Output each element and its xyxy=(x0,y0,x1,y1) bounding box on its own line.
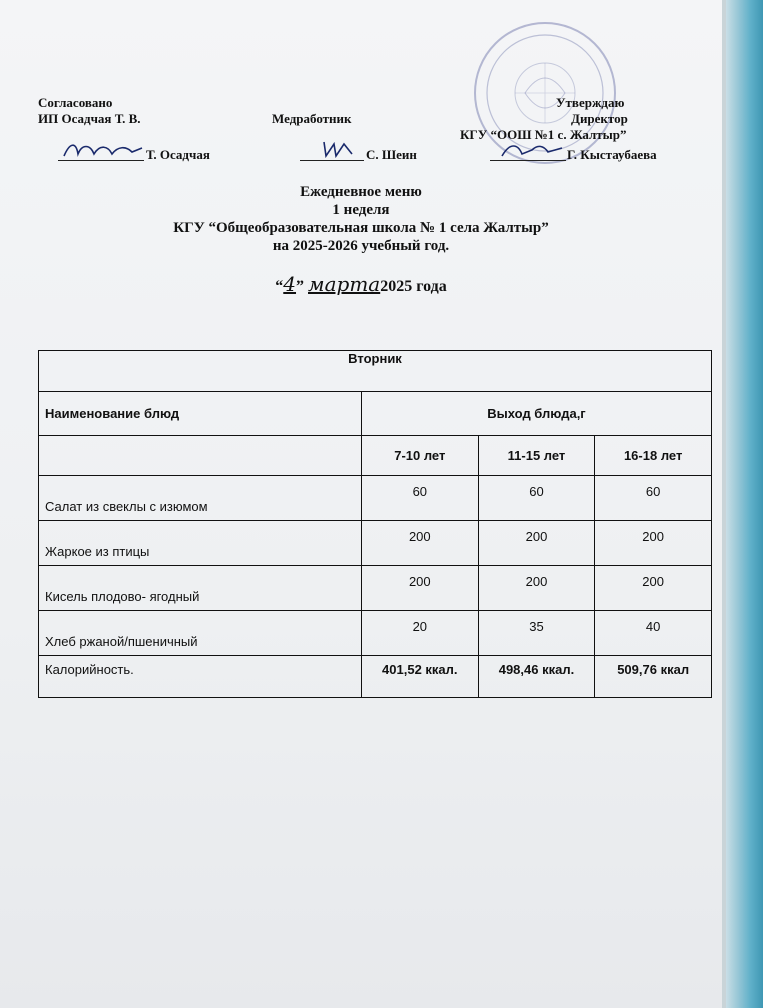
calories-value: 401,52 ккал. xyxy=(361,656,478,697)
table-row xyxy=(39,565,711,610)
dish-value: 200 xyxy=(478,566,595,610)
dish-name: Кисель плодово- ягодный xyxy=(45,589,200,604)
age-group-header: 16-18 лет xyxy=(594,436,711,475)
table-row xyxy=(39,520,711,565)
date-day: 4 xyxy=(283,272,297,296)
empty-cell xyxy=(39,436,361,475)
dish-name: Салат из свеклы с изюмом xyxy=(45,499,208,514)
dish-name: Жаркое из птицы xyxy=(45,544,150,559)
dish-value: 60 xyxy=(478,476,595,520)
week-label: 1 неделя xyxy=(332,202,390,218)
dish-value: 200 xyxy=(594,566,711,610)
approval-org: ИП Осадчая Т. В. xyxy=(38,111,141,126)
table-row xyxy=(39,475,711,520)
signature-scribble xyxy=(318,136,358,162)
calories-label: Калорийность. xyxy=(45,662,134,677)
day-row xyxy=(39,351,711,391)
show-through-text xyxy=(40,150,43,165)
calories-value: 509,76 ккал xyxy=(594,656,711,697)
date-year: 2025 года xyxy=(380,278,447,295)
dish-value: 20 xyxy=(361,611,478,655)
school-year: на 2025-2026 учебный год. xyxy=(272,238,450,254)
approve-position: Директор xyxy=(571,111,628,126)
signature-scribble xyxy=(60,138,146,162)
school-name: КГУ “Общеобразовательная школа № 1 села Жалтыр” xyxy=(173,220,549,236)
dish-value: 200 xyxy=(478,521,595,565)
age-group-header: 11-15 лет xyxy=(478,436,595,475)
approval-signer: Т. Осадчая xyxy=(146,147,210,162)
menu-heading: Ежедневное меню xyxy=(300,184,422,200)
date-open-quote: “ xyxy=(275,278,284,295)
approve-org: КГУ “ООШ №1 с. Жалтыр” xyxy=(460,127,627,142)
date-close-quote: ” xyxy=(296,278,305,295)
binder-sleeve xyxy=(722,0,763,1008)
dish-value: 200 xyxy=(361,566,478,610)
dish-name: Хлеб ржаной/пшеничный xyxy=(45,634,198,649)
dish-value: 35 xyxy=(478,611,595,655)
medic-signer: С. Шеин xyxy=(366,147,417,162)
calories-value: 498,46 ккал. xyxy=(478,656,595,697)
table-row xyxy=(39,610,711,655)
approve-title: Утверждаю xyxy=(556,95,625,110)
signature-scribble xyxy=(498,138,568,162)
dish-value: 60 xyxy=(361,476,478,520)
binder-edge xyxy=(722,0,726,1008)
output-column-header: Выход блюда,г xyxy=(361,392,711,435)
age-group-row xyxy=(39,435,711,475)
approve-signer: Г. Кыстаубаева xyxy=(567,147,657,162)
dish-value: 200 xyxy=(594,521,711,565)
dish-value: 200 xyxy=(361,521,478,565)
age-group-header: 7-10 лет xyxy=(361,436,478,475)
date-month: марта xyxy=(308,272,381,296)
dish-value: 40 xyxy=(594,611,711,655)
menu-date xyxy=(0,272,722,296)
dish-column-header: Наименование блюд xyxy=(45,406,180,421)
medic-title: Медработник xyxy=(272,111,352,126)
calories-row xyxy=(39,655,711,697)
approval-title: Согласовано xyxy=(38,95,113,110)
header-row xyxy=(39,391,711,435)
day-name: Вторник xyxy=(348,351,402,366)
dish-value: 60 xyxy=(594,476,711,520)
menu-table xyxy=(38,350,712,698)
